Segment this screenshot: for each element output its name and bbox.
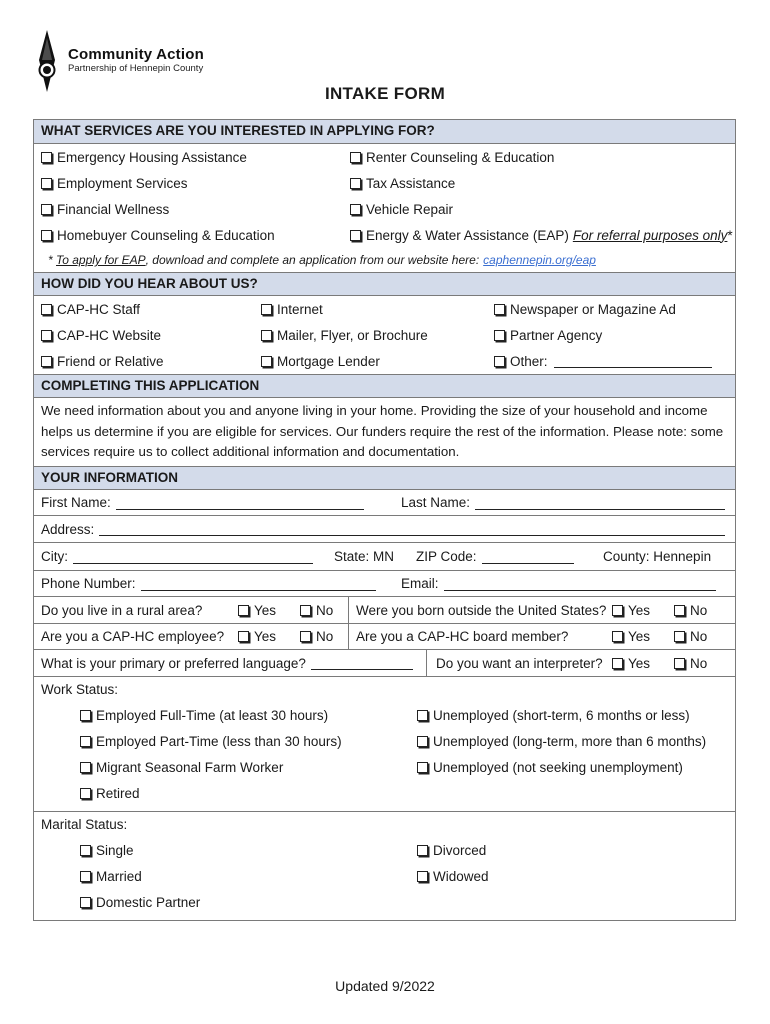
language-field[interactable]: [311, 656, 413, 670]
services-option[interactable]: Emergency Housing Assistance: [41, 150, 247, 165]
checkbox-icon: [674, 631, 685, 642]
work-option[interactable]: Unemployed (short-term, 6 months or less): [417, 708, 690, 723]
employee-no[interactable]: No: [300, 629, 333, 644]
checkbox-icon: [417, 845, 428, 856]
born-question: Were you born outside the United States?: [356, 602, 607, 618]
hear-row: [34, 322, 735, 348]
eap-referral-note: For referral purposes only: [572, 227, 728, 243]
hear-option[interactable]: Internet: [261, 302, 323, 317]
services-row: [34, 144, 735, 170]
services-option-eap[interactable]: Energy & Water Assistance (EAP) For referral purposes only *: [350, 228, 733, 243]
checkbox-icon: [238, 605, 249, 616]
checkbox-icon: [300, 605, 311, 616]
interpreter-yes[interactable]: Yes: [612, 656, 650, 671]
interpreter-no[interactable]: No: [674, 656, 707, 671]
eap-note: * To apply for EAP , download and complete an application from our website here: caphennepin.org/eap: [48, 253, 596, 267]
hear-heading: HOW DID YOU HEAR ABOUT US?: [34, 272, 735, 296]
checkbox-icon: [494, 356, 505, 367]
language-row: [34, 650, 735, 677]
updated-date: Updated 9/2022: [335, 978, 435, 994]
checkbox-icon: [80, 736, 91, 747]
address-row: [34, 516, 735, 543]
contact-row: [34, 571, 735, 598]
checkbox-icon: [300, 631, 311, 642]
work-option[interactable]: Migrant Seasonal Farm Worker: [80, 760, 283, 775]
services-row: [34, 170, 735, 196]
checkbox-icon: [417, 871, 428, 882]
rural-no[interactable]: No: [300, 603, 333, 618]
checkbox-icon: [494, 330, 505, 341]
name-row: [34, 490, 735, 517]
city-row: [34, 543, 735, 571]
work-option[interactable]: Employed Full-Time (at least 30 hours): [80, 708, 328, 723]
marital-option[interactable]: Married: [80, 869, 142, 884]
hear-option-other[interactable]: Other:: [494, 354, 548, 369]
marital-option[interactable]: Domestic Partner: [80, 895, 200, 910]
employee-row: [34, 624, 735, 651]
work-option[interactable]: Employed Part-Time (less than 30 hours): [80, 734, 342, 749]
last-name-field[interactable]: [475, 496, 725, 510]
hear-option[interactable]: CAP-HC Staff: [41, 302, 140, 317]
checkbox-icon: [80, 762, 91, 773]
checkbox-icon: [261, 330, 272, 341]
completing-heading: COMPLETING THIS APPLICATION: [34, 374, 735, 398]
other-field[interactable]: [554, 354, 712, 368]
marital-option[interactable]: Widowed: [417, 869, 489, 884]
marital-status-label: Marital Status:: [41, 817, 128, 832]
compass-logo-icon: [36, 30, 58, 92]
services-option[interactable]: Renter Counseling & Education: [350, 150, 554, 165]
eap-apply-text: To apply for EAP: [56, 253, 146, 267]
services-option[interactable]: Homebuyer Counseling & Education: [41, 228, 275, 243]
checkbox-icon: [238, 631, 249, 642]
city-label: City:: [41, 549, 68, 564]
services-option[interactable]: Financial Wellness: [41, 202, 169, 217]
hear-option[interactable]: Mortgage Lender: [261, 354, 380, 369]
checkbox-icon: [350, 178, 361, 189]
org-name: Community Action: [68, 46, 204, 63]
services-row: [34, 196, 735, 222]
email-field[interactable]: [444, 577, 716, 591]
services-option[interactable]: Vehicle Repair: [350, 202, 453, 217]
checkbox-icon: [41, 330, 52, 341]
employee-yes[interactable]: Yes: [238, 629, 276, 644]
checkbox-icon: [80, 871, 91, 882]
work-option[interactable]: Unemployed (not seeking unemployment): [417, 760, 683, 775]
born-no[interactable]: No: [674, 603, 707, 618]
checkbox-icon: [41, 356, 52, 367]
divider: [348, 624, 349, 650]
state-value: State: MN: [334, 549, 395, 564]
employee-question: Are you a CAP-HC employee?: [41, 629, 225, 644]
zip-field[interactable]: [482, 550, 574, 564]
checkbox-icon: [41, 152, 52, 163]
divider: [426, 650, 427, 676]
checkbox-icon: [612, 605, 623, 616]
hear-option[interactable]: Newspaper or Magazine Ad: [494, 302, 676, 317]
checkbox-icon: [261, 356, 272, 367]
checkbox-icon: [80, 788, 91, 799]
checkbox-icon: [350, 204, 361, 215]
board-yes[interactable]: Yes: [612, 629, 650, 644]
your-info-heading: YOUR INFORMATION: [34, 466, 735, 490]
checkbox-icon: [80, 710, 91, 721]
checkbox-icon: [417, 736, 428, 747]
checkbox-icon: [41, 204, 52, 215]
hear-option[interactable]: Mailer, Flyer, or Brochure: [261, 328, 428, 343]
phone-label: Phone Number:: [41, 576, 136, 591]
org-subtitle: Partnership of Hennepin County: [68, 63, 204, 74]
born-yes[interactable]: Yes: [612, 603, 650, 618]
work-option[interactable]: Unemployed (long-term, more than 6 months): [417, 734, 706, 749]
hear-option[interactable]: Partner Agency: [494, 328, 602, 343]
checkbox-icon: [612, 631, 623, 642]
checkbox-icon: [350, 152, 361, 163]
checkbox-icon: [674, 605, 685, 616]
marital-option[interactable]: Single: [80, 843, 134, 858]
phone-field[interactable]: [141, 577, 376, 591]
services-option[interactable]: Tax Assistance: [350, 176, 455, 191]
rural-row: [34, 597, 735, 624]
checkbox-icon: [494, 304, 505, 315]
board-question: Are you a CAP-HC board member?: [356, 629, 569, 644]
checkbox-icon: [417, 762, 428, 773]
work-status-section: [34, 677, 735, 812]
checkbox-icon: [350, 230, 361, 241]
rural-question: Do you live in a rural area?: [41, 602, 203, 618]
checkbox-icon: [417, 710, 428, 721]
first-name-label: First Name:: [41, 495, 111, 510]
marital-option[interactable]: Divorced: [417, 843, 486, 858]
email-label: Email:: [401, 576, 439, 591]
marital-status-section: [34, 812, 735, 920]
checkbox-icon: [80, 845, 91, 856]
divider: [348, 597, 349, 623]
address-field[interactable]: [99, 522, 725, 536]
hear-row: [34, 296, 735, 322]
checkbox-icon: [41, 304, 52, 315]
checkbox-icon: [612, 658, 623, 669]
work-status-label: Work Status:: [41, 682, 119, 697]
eap-asterisk: *: [727, 227, 733, 243]
services-row: [34, 222, 735, 248]
intake-form: [33, 119, 736, 921]
hear-row: [34, 348, 735, 374]
completing-paragraph: We need information about you and anyone living in your home. Providing the size of your household and income helps us determine if you are eligible for services. Our funders require the rest of the information. Please note: some services require us to collect additional information and documentation.: [41, 403, 724, 459]
services-heading: WHAT SERVICES ARE YOU INTERESTED IN APPLYING FOR?: [34, 120, 735, 144]
checkbox-icon: [261, 304, 272, 315]
board-no[interactable]: No: [674, 629, 707, 644]
interpreter-question: Do you want an interpreter?: [436, 655, 603, 671]
checkbox-icon: [80, 897, 91, 908]
checkbox-icon: [41, 178, 52, 189]
zip-label: ZIP Code:: [416, 549, 477, 564]
city-field[interactable]: [73, 550, 313, 564]
county-value: County: Hennepin: [603, 549, 712, 564]
address-label: Address:: [41, 521, 95, 537]
last-name-label: Last Name:: [401, 495, 471, 510]
rural-yes[interactable]: Yes: [238, 603, 276, 618]
hear-option[interactable]: Friend or Relative: [41, 354, 164, 369]
checkbox-icon: [41, 230, 52, 241]
services-option[interactable]: Employment Services: [41, 176, 188, 191]
work-option[interactable]: Retired: [80, 786, 140, 801]
language-question: What is your primary or preferred language?: [41, 655, 306, 671]
eap-website-link[interactable]: caphennepin.org/eap: [483, 253, 596, 267]
first-name-field[interactable]: [116, 496, 364, 510]
hear-option[interactable]: CAP-HC Website: [41, 328, 161, 343]
checkbox-icon: [674, 658, 685, 669]
form-title: INTAKE FORM: [324, 84, 446, 103]
